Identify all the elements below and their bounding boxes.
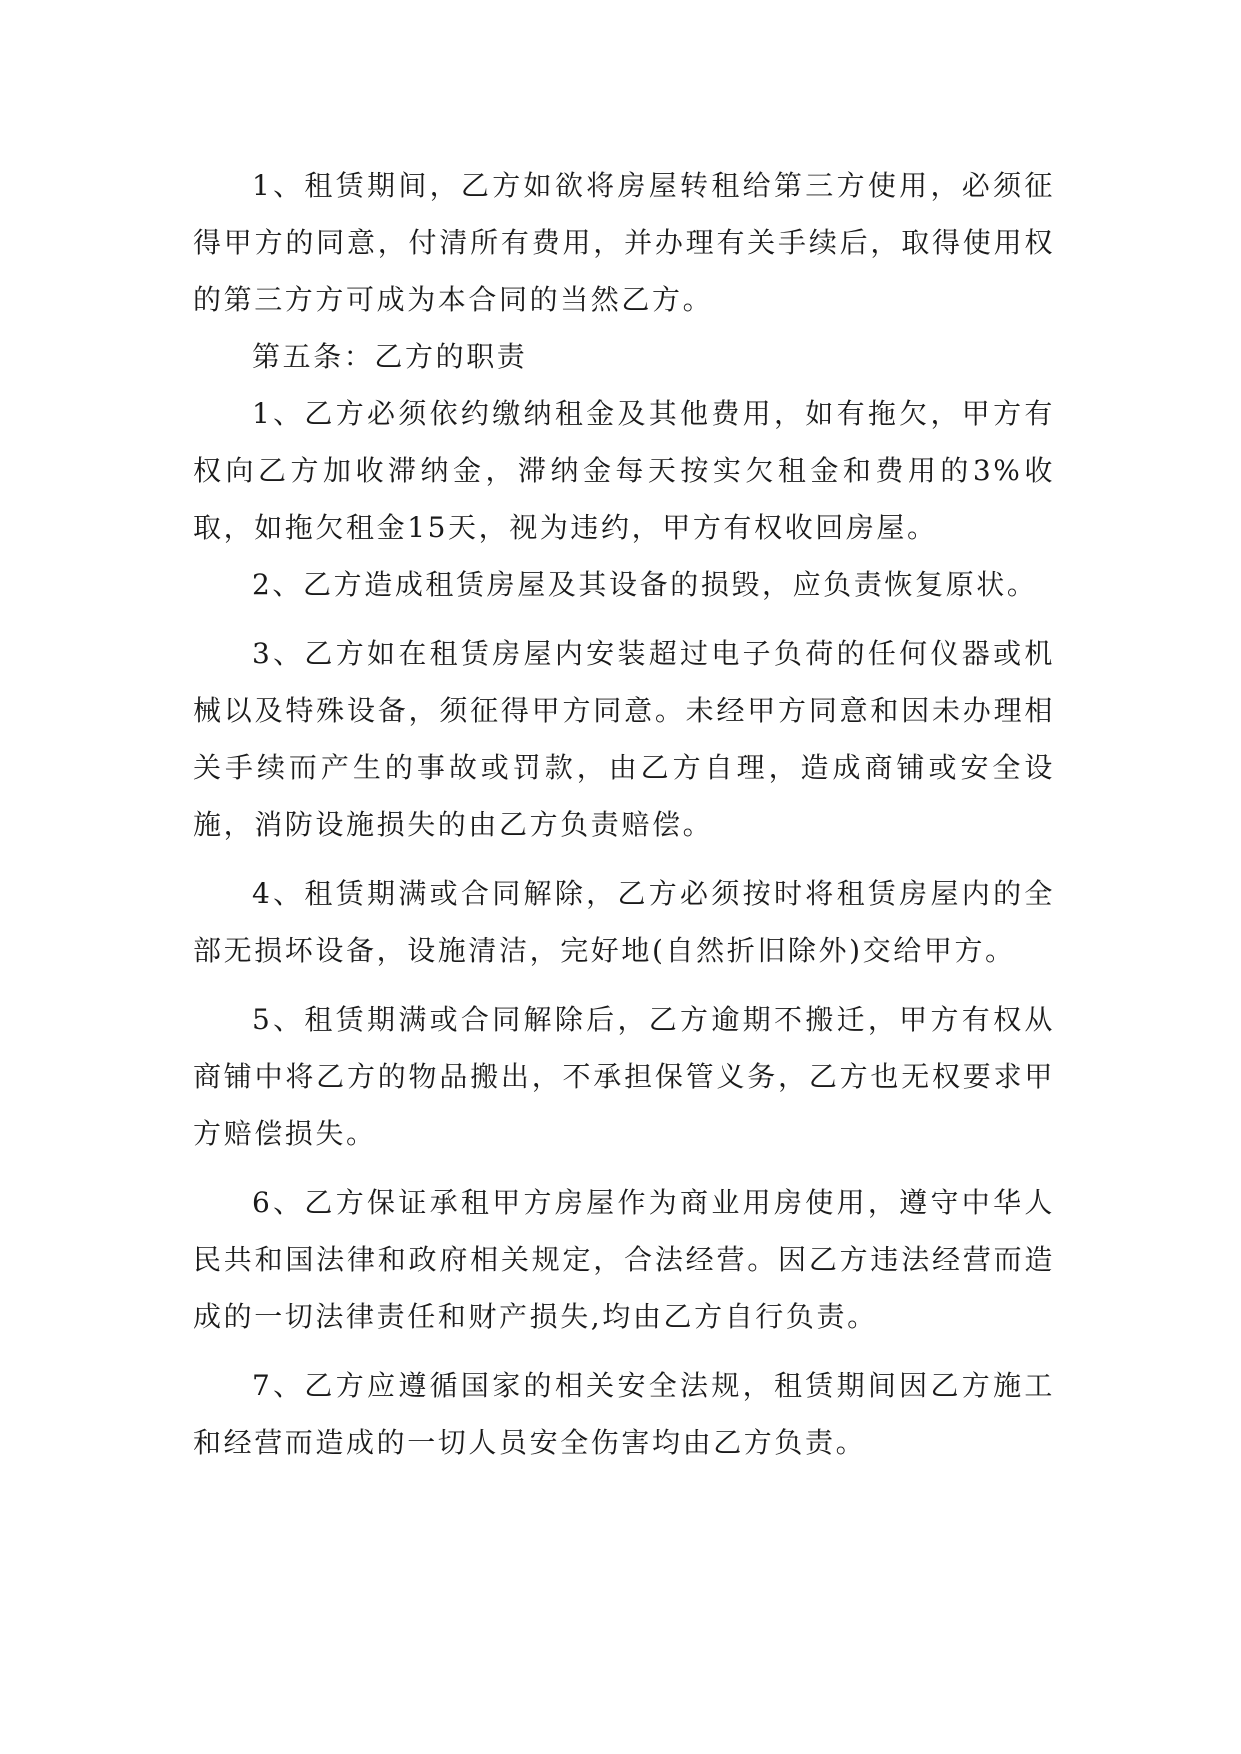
paragraph-rent-payment: 1、乙方必须依约缴纳租金及其他费用，如有拖欠，甲方有权向乙方加收滞纳金，滞纳金每天按实欠租金和费用的3%收取，如拖欠租金15天，视为违约，甲方有权收回房屋。 <box>193 397 1055 544</box>
paragraph-equipment-installation: 3、乙方如在租赁房屋内安装超过电子负荷的任何仪器或机械以及特殊设备，须征得甲方同意。未经甲方同意和因未办理相关手续而产生的事故或罚款，由乙方自理，造成商铺或安全设施，消防设施损失的由乙方负责赔偿。 <box>193 637 1055 841</box>
document-body <box>193 157 1055 1471</box>
paragraph-sublease-clause: 1、租赁期间，乙方如欲将房屋转租给第三方使用，必须征得甲方的同意，付清所有费用，并办理有关手续后，取得使用权的第三方方可成为本合同的当然乙方。 <box>193 169 1055 316</box>
paragraph-lawful-business: 6、乙方保证承租甲方房屋作为商业用房使用，遵守中华人民共和国法律和政府相关规定，合法经营。因乙方违法经营而造成的一切法律责任和财产损失,均由乙方自行负责。 <box>193 1186 1055 1333</box>
paragraph-safety-compliance: 7、乙方应遵循国家的相关安全法规，租赁期间因乙方施工和经营而造成的一切人员安全伤害均由乙方负责。 <box>193 1369 1055 1459</box>
paragraph-lease-expiry-return: 4、租赁期满或合同解除，乙方必须按时将租赁房屋内的全部无损坏设备，设施清洁，完好地(自然折旧除外)交给甲方。 <box>193 877 1055 967</box>
paragraph-overdue-removal: 5、租赁期满或合同解除后，乙方逾期不搬迁，甲方有权从商铺中将乙方的物品搬出，不承担保管义务，乙方也无权要求甲方赔偿损失。 <box>193 1003 1055 1150</box>
section-heading-article-5: 第五条：乙方的职责 <box>252 340 528 373</box>
paragraph-damage-restoration: 2、乙方造成租赁房屋及其设备的损毁，应负责恢复原状。 <box>252 568 1038 601</box>
